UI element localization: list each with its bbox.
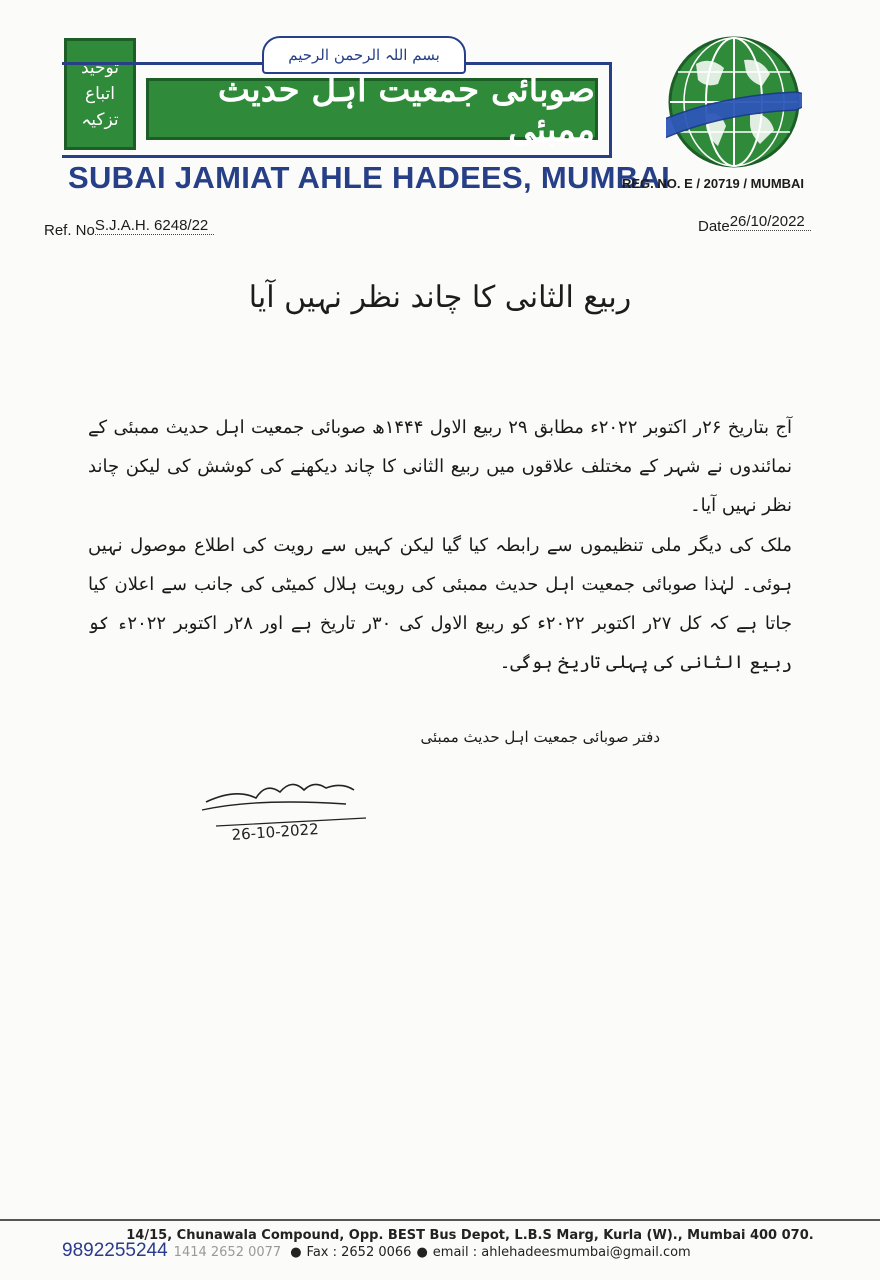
body-paragraph: آج بتاریخ ۲۶ر اکتوبر ۲۰۲۲ء مطابق ۲۹ ربیع الاول ۱۴۴۴ھ صوبائی جمعیت اہل حدیث ممبئی کے نمائندوں نے شہر کے مختلف علاقوں میں ربیع الثانی کا چاند دیکھنے کی کوشش کی لیکن چاند نظر نہیں آیا۔ <box>88 417 793 516</box>
signature-date: 26-10-2022 <box>231 819 320 844</box>
reference-line <box>44 217 214 240</box>
letter-title: ربیع الثانی کا چاند نظر نہیں آیا <box>248 280 632 315</box>
motto-line: توحید <box>80 58 120 78</box>
globe-logo-icon <box>666 34 802 170</box>
bullet-icon: ● <box>290 1245 302 1260</box>
ref-number: S.J.A.H. 6248/22 <box>95 217 214 235</box>
handwritten-phone: 9892255244 <box>62 1240 168 1261</box>
date-label: Date <box>698 218 730 235</box>
fax-number: Fax : 2652 0066 <box>306 1245 412 1260</box>
org-name-urdu: صوبائی جمعیت اہل حدیث ممبئی <box>217 69 595 150</box>
org-name-english: SUBAI JAMIAT AHLE HADEES, MUMBAI <box>68 160 671 195</box>
email-address: email : ahlehadeesmumbai@gmail.com <box>432 1245 691 1260</box>
date-line <box>698 213 811 236</box>
bismillah-calligraphy: بسم اللہ الرحمن الرحیم <box>262 36 466 74</box>
ref-label: Ref. No <box>44 222 95 239</box>
body-paragraph: ملک کی دیگر ملی تنظیموں سے رابطہ کیا گیا لیکن کہیں سے رویت کی اطلاع موصول نہیں ہوئی۔ لہٰذا صوبائی جمعیت اہل حدیث ممبئی کی رویت ہلال کمیٹی کی جانب سے اعلان کیا جاتا ہے کہ کل ۲۷ر اکتوبر ۲۰۲۲ء کو ربیع الاول کی ۳۰ر تاریخ ہے اور ۲۸ر اکتوبر ۲۰۲۲ء کو ربیع الثانی کی پہلی تاریخ ہوگی۔ <box>88 535 792 673</box>
signature <box>196 768 396 848</box>
footer-address: 14/15, Chunawala Compound, Opp. BEST Bus Depot, L.B.S Marg, Kurla (W)., Mumbai 400 070. <box>126 1228 814 1243</box>
org-name-urdu-banner <box>146 69 598 150</box>
footer-contacts <box>62 1240 691 1262</box>
registration-number: REG. NO. E / 20719 / MUMBAI <box>622 176 805 191</box>
office-signoff: دفتر صوبائی جمعیت اہل حدیث ممبئی <box>420 728 660 746</box>
motto-line: تزکیہ <box>81 110 119 130</box>
date-value: 26/10/2022 <box>730 213 811 231</box>
phone-number: 1414 2652 0077 <box>173 1245 282 1260</box>
motto-line: اتباع <box>85 84 115 104</box>
bullet-icon: ● <box>416 1245 428 1260</box>
footer-divider <box>0 1219 880 1221</box>
